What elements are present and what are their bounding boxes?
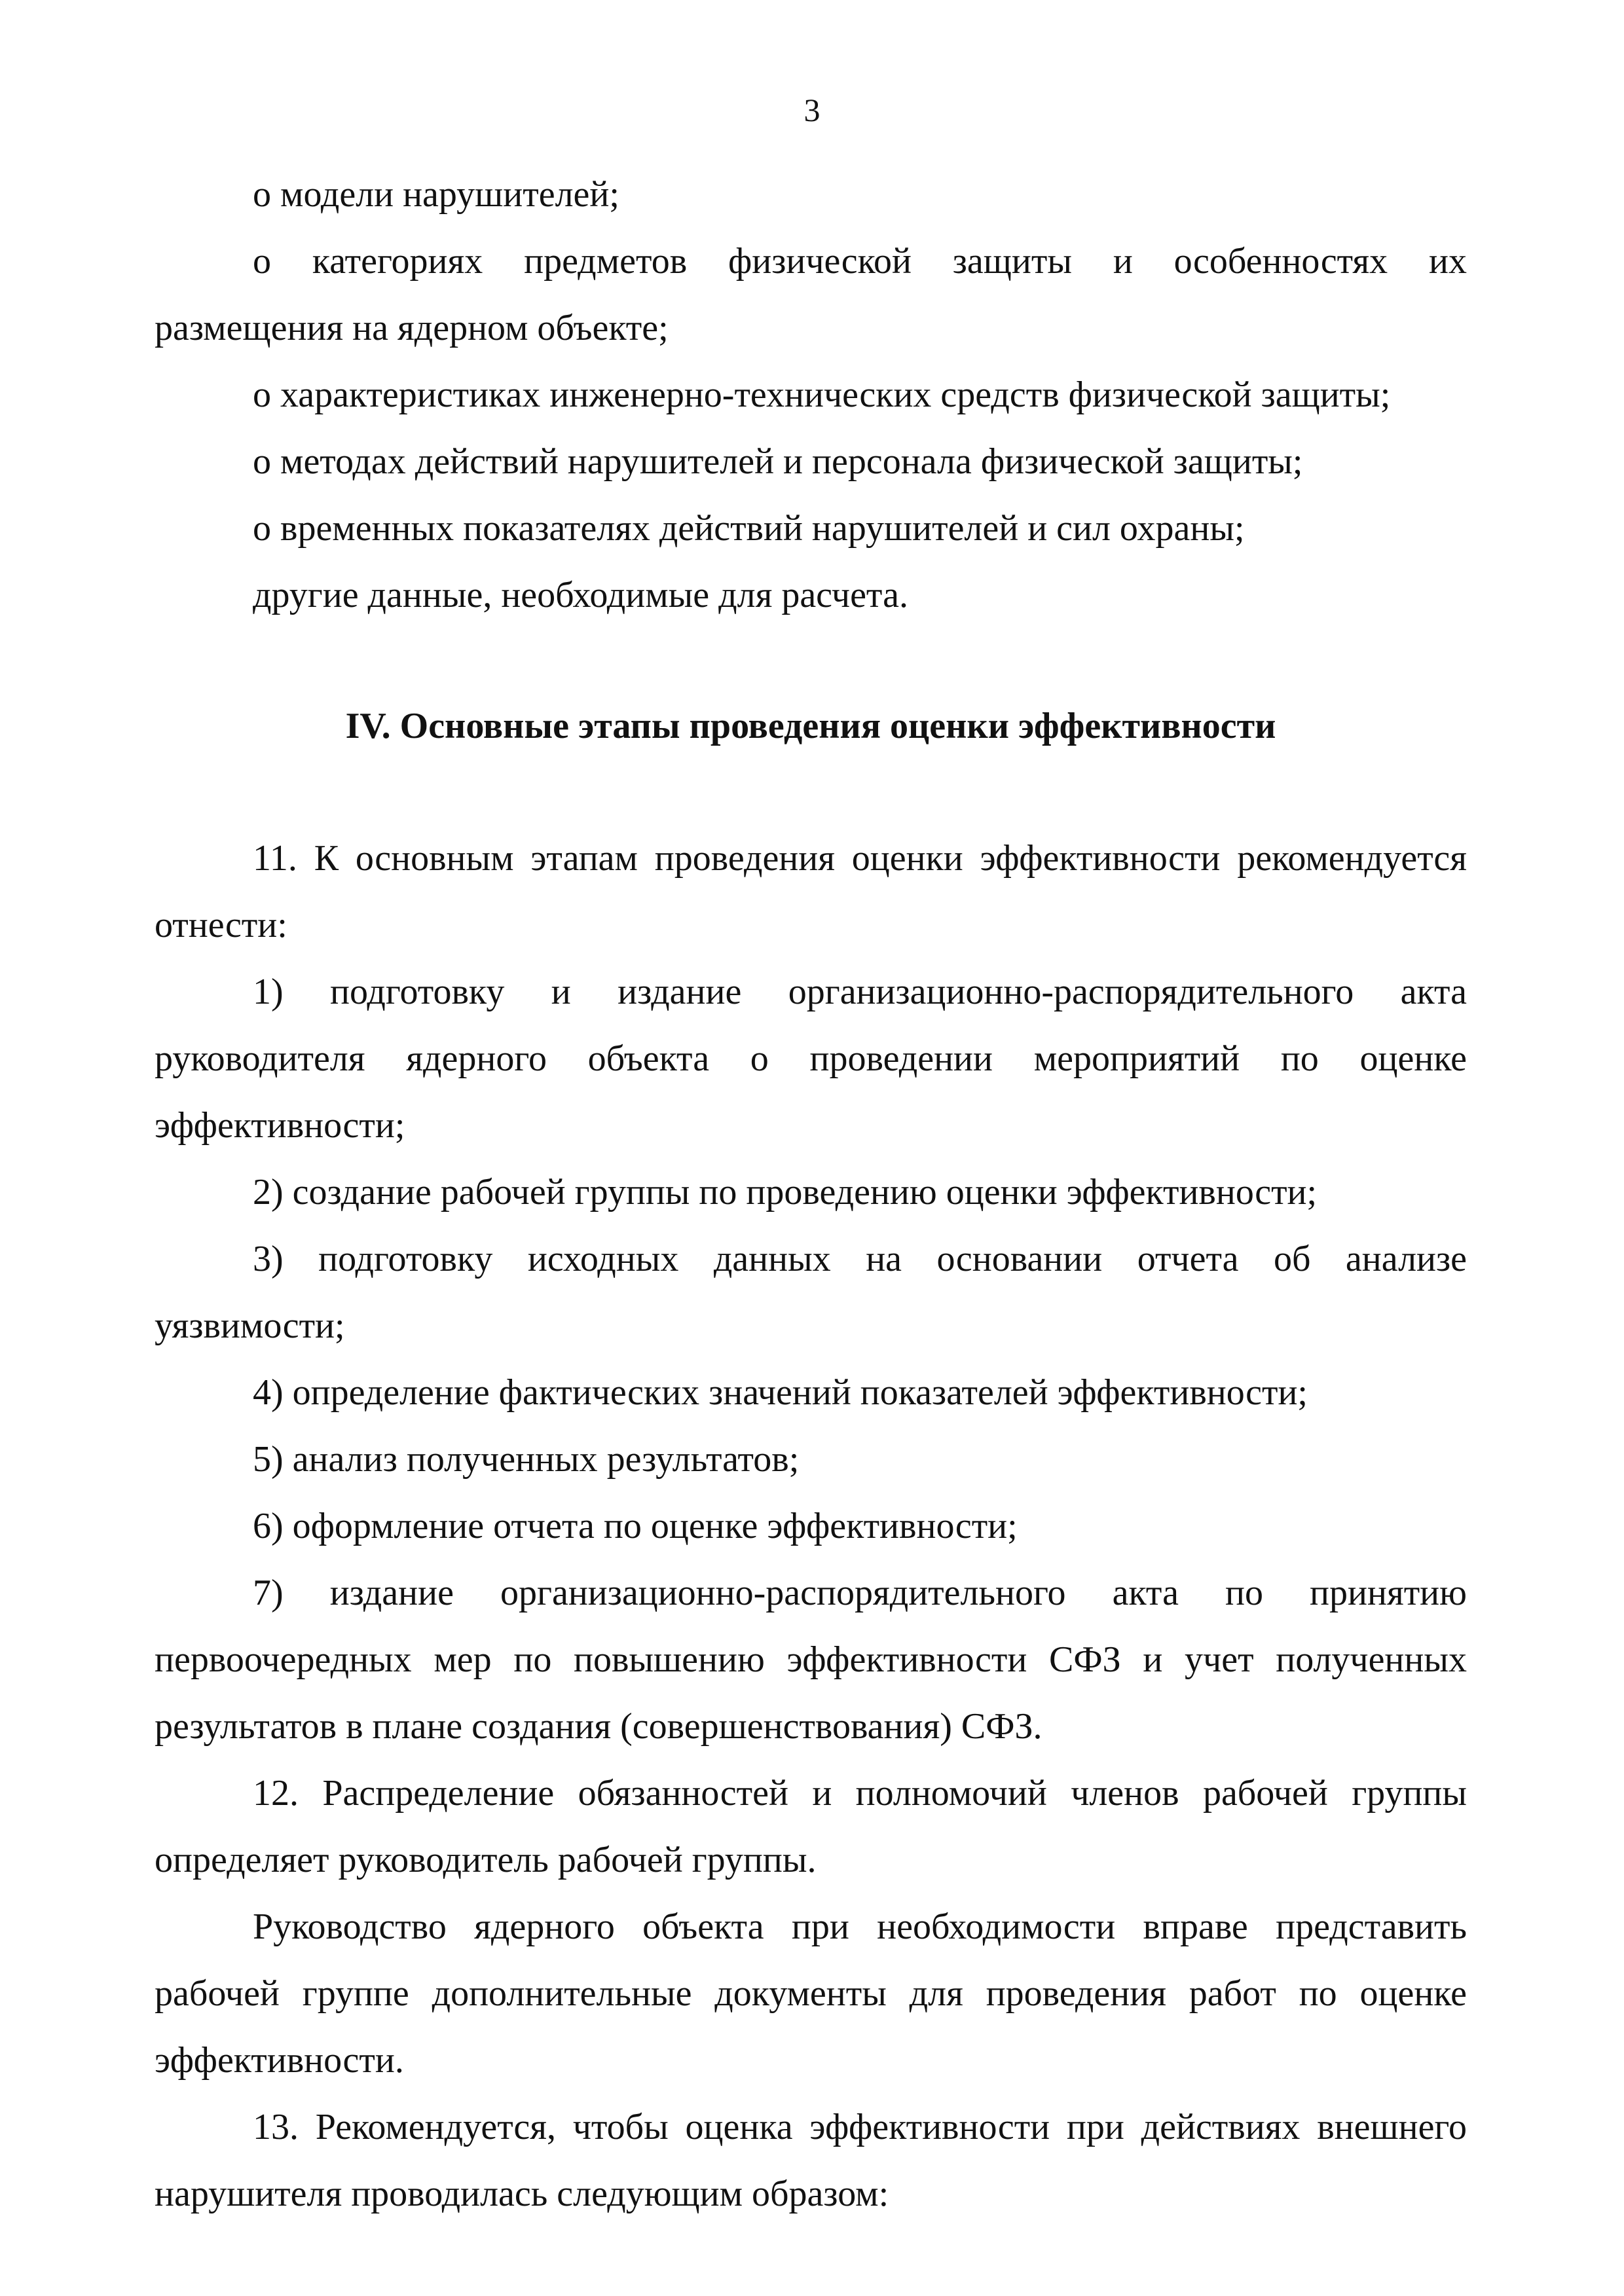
step-2: 2) создание рабочей группы по проведению оценки эффективности; <box>253 1172 1318 1212</box>
paragraph-13-cont: нарушителя проводилась следующим образом: <box>155 2174 889 2214</box>
step-7: 7) издание организационно-распорядительного акта по принятию <box>253 1573 1467 1613</box>
paragraph-13: 13. Рекомендуется, чтобы оценка эффективности при действиях внешнего <box>253 2107 1467 2147</box>
list-item-categories: о категориях предметов физической защиты и особенностях их <box>253 241 1467 282</box>
page-number: 3 <box>803 92 821 128</box>
paragraph-12-cont: определяет руководитель рабочей группы. <box>155 1840 817 1880</box>
step-1-end: эффективности; <box>155 1105 405 1146</box>
paragraph-11: 11. К основным этапам проведения оценки эффективности рекомендуется <box>253 838 1467 879</box>
step-4: 4) определение фактических значений показателей эффективности; <box>253 1372 1308 1413</box>
step-6: 6) оформление отчета по оценке эффективности; <box>253 1506 1018 1546</box>
section-heading: IV. Основные этапы проведения оценки эффективности <box>345 706 1276 746</box>
paragraph-management-end: эффективности. <box>155 2040 404 2081</box>
step-3: 3) подготовку исходных данных на основании отчета об анализе <box>253 1239 1467 1279</box>
paragraph-management: Руководство ядерного объекта при необходимости вправе представить <box>253 1906 1467 1947</box>
list-item-time-indicators: о временных показателях действий нарушителей и сил охраны; <box>253 508 1245 549</box>
paragraph-12: 12. Распределение обязанностей и полномочий членов рабочей группы <box>253 1773 1467 1813</box>
list-item-categories-cont: размещения на ядерном объекте; <box>155 308 669 348</box>
step-5: 5) анализ полученных результатов; <box>253 1439 800 1480</box>
paragraph-11-cont: отнести: <box>155 905 287 945</box>
list-item-action-methods: о методах действий нарушителей и персонала физической защиты; <box>253 441 1303 482</box>
list-item-engineering-means: о характеристиках инженерно-технических средств физической защиты; <box>253 374 1391 415</box>
step-3-cont: уязвимости; <box>155 1305 345 1346</box>
list-item-violator-model: о модели нарушителей; <box>253 174 619 215</box>
step-7-cont: первоочередных мер по повышению эффективности СФЗ и учет полученных <box>155 1639 1467 1680</box>
step-1: 1) подготовку и издание организационно-распорядительного акта <box>253 972 1467 1012</box>
step-7-end: результатов в плане создания (совершенствования) СФЗ. <box>155 1706 1043 1747</box>
list-item-other-data: другие данные, необходимые для расчета. <box>253 575 908 615</box>
step-1-cont: руководителя ядерного объекта о проведении мероприятий по оценке <box>155 1038 1467 1079</box>
paragraph-management-cont: рабочей группе дополнительные документы для проведения работ по оценке <box>155 1973 1467 2014</box>
